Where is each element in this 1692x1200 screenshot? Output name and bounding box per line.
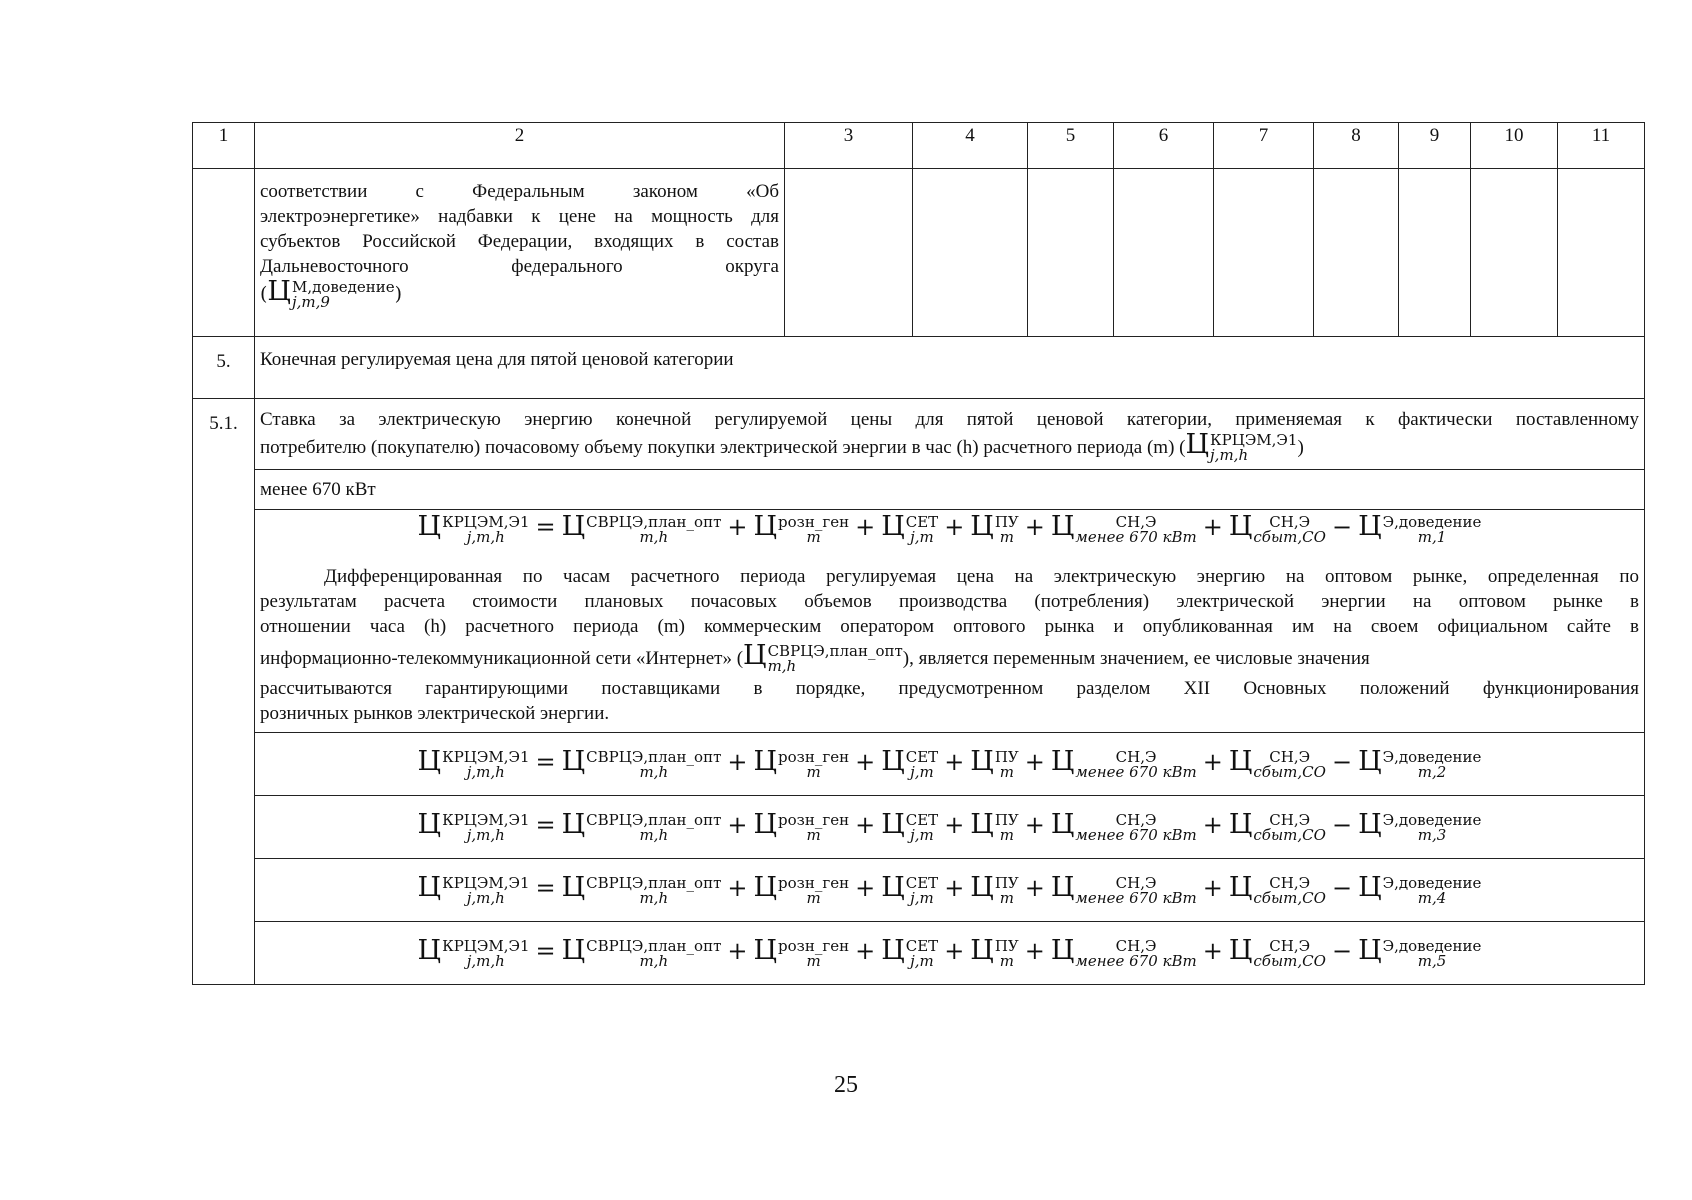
price-symbol: Ц [1050, 934, 1075, 966]
price-symbol: Ц [561, 808, 586, 840]
formula-4: Ц КРЦЭМ,Э1 j,m,h = Ц СВРЦЭ,план_опт m,h + Ц розн_ген m + Ц СЕТ j,m + Ц ПУ m + Ц СН,Э менее 670 кВт + Ц СН,Э сбыт,СО − Ц Э,доведение m,4 [255, 859, 1645, 922]
text-line: потребителю (покупателю) почасовому объему покупки электрической энергии в час (h) расчетного периода (m) (Ц КРЦЭМ,Э1 j,m,h ) [260, 429, 1304, 464]
text-line: розничных рынков электрической энергии. [260, 703, 610, 724]
col-header: 5 [1028, 123, 1114, 169]
price-symbol: Ц [561, 871, 586, 903]
row-5 [193, 337, 1645, 399]
price-symbol: Ц [970, 934, 994, 966]
col-header: 7 [1214, 123, 1314, 169]
formula-row [193, 796, 1645, 859]
price-symbol: Ц [1358, 934, 1382, 966]
price-symbol: Ц [1358, 808, 1382, 840]
price-symbol: Ц [417, 871, 442, 903]
col-header: 4 [913, 123, 1028, 169]
price-symbol: Ц [753, 511, 778, 542]
power-subheading: менее 670 кВт [255, 470, 1645, 510]
row-number: 5.1. [193, 399, 255, 985]
col-header: 8 [1314, 123, 1399, 169]
price-symbol: Ц [970, 871, 994, 903]
page-number: 25 [834, 1072, 858, 1098]
price-symbol: Ц [753, 871, 778, 903]
col-header: 11 [1558, 123, 1645, 169]
row-5-title: Конечная регулируемая цена для пятой ценовой категории [255, 337, 1645, 399]
col-header: 1 [193, 123, 255, 169]
price-symbol: Ц [753, 934, 778, 966]
row-number: 5. [193, 337, 255, 399]
header-row [193, 123, 1645, 169]
text-line: соответствии с Федеральным законом «Об [260, 181, 779, 202]
price-symbol: Ц [1228, 871, 1253, 903]
price-symbol: Ц [881, 745, 905, 777]
price-symbol: Ц [1050, 808, 1075, 840]
text-line: информационно-телекоммуникационной сети «Интернет» (Ц СВРЦЭ,план_опт m,h ), является переменным значением, ее числовые значения [260, 640, 1370, 675]
formula-paragraph-row [193, 510, 1645, 733]
text-line: результатам расчета стоимости плановых почасовых объемов производства (потребления) электрической энергии на оптовом рынке в [260, 591, 1639, 612]
continued-row [193, 169, 1645, 337]
col-header: 10 [1471, 123, 1558, 169]
price-symbol: Ц [417, 745, 442, 777]
price-symbol: Ц [1050, 871, 1075, 903]
price-symbol: Ц [1358, 511, 1382, 542]
price-symbol: Ц [1050, 745, 1075, 777]
price-symbol: Ц [881, 871, 905, 903]
price-symbol: (Ц М,доведение j,m,9 ) [260, 276, 403, 311]
formula-1: Ц КРЦЭМ,Э1 j,m,h = Ц СВРЦЭ,план_опт m,h + Ц розн_ген m + Ц СЕТ j,m + Ц ПУ m + Ц СН,Э менее 670 кВт + Ц СН,Э сбыт,СО − Ц Э,доведение m,1 [417, 511, 1482, 546]
row-number-cell [193, 169, 255, 337]
formula-row [193, 859, 1645, 922]
row-5-1-description [255, 399, 1645, 470]
text-line: субъектов Российской Федерации, входящих в состав [260, 231, 779, 252]
formula-2: Ц КРЦЭМ,Э1 j,m,h = Ц СВРЦЭ,план_опт m,h + Ц розн_ген m + Ц СЕТ j,m + Ц ПУ m + Ц СН,Э менее 670 кВт + Ц СН,Э сбыт,СО − Ц Э,доведение m,2 [255, 733, 1645, 796]
price-symbol: Ц [417, 511, 442, 542]
formula-row [193, 922, 1645, 985]
price-symbol: Ц [970, 511, 994, 542]
price-symbol: Ц [753, 745, 778, 777]
regulation-table [192, 122, 1645, 985]
text-line: отношении часа (h) расчетного периода (m) коммерческим оператором оптового рынка и опубликованная им на своем официальном сайте в [260, 616, 1639, 637]
price-symbol: Ц [1228, 808, 1253, 840]
price-symbol: Ц [881, 808, 905, 840]
text-line: Дальневосточного федерального округа [260, 256, 779, 277]
price-symbol: Ц [970, 745, 994, 777]
formula-5: Ц КРЦЭМ,Э1 j,m,h = Ц СВРЦЭ,план_опт m,h + Ц розн_ген m + Ц СЕТ j,m + Ц ПУ m + Ц СН,Э менее 670 кВт + Ц СН,Э сбыт,СО − Ц Э,доведение m,5 [255, 922, 1645, 985]
price-symbol: Ц [970, 808, 994, 840]
col-header: 2 [255, 123, 785, 169]
text-line: электроэнергетике» надбавки к цене на мощность для [260, 206, 779, 227]
col-header: 6 [1114, 123, 1214, 169]
text-line: Дифференцированная по часам расчетного периода регулируемая цена на электрическую энергию на оптовом рынке, определенная по [324, 566, 1639, 587]
col-header: 9 [1399, 123, 1471, 169]
text-line: Ставка за электрическую энергию конечной регулируемой цены для пятой ценовой категории, применяемая к фактически поставленному [260, 409, 1639, 430]
formula-row [193, 733, 1645, 796]
price-symbol: Ц [1050, 511, 1075, 542]
price-symbol: Ц [881, 934, 905, 966]
price-symbol: Ц [1228, 511, 1253, 542]
subheading-row [193, 470, 1645, 510]
formula-with-explanation [255, 510, 1645, 733]
price-symbol: Ц [1228, 745, 1253, 777]
price-symbol: Ц [1358, 871, 1382, 903]
price-symbol: Ц [1228, 934, 1253, 966]
price-symbol: Ц [561, 745, 586, 777]
text-line: рассчитываются гарантирующими поставщиками в порядке, предусмотренном разделом XII Основных положений функционирования [260, 678, 1639, 699]
price-symbol: Ц [1358, 745, 1382, 777]
description-cell [255, 169, 785, 337]
price-symbol: Ц [753, 808, 778, 840]
col-header: 3 [785, 123, 913, 169]
price-symbol: Ц [417, 934, 442, 966]
price-symbol: Ц [881, 511, 905, 542]
formula-3: Ц КРЦЭМ,Э1 j,m,h = Ц СВРЦЭ,план_опт m,h + Ц розн_ген m + Ц СЕТ j,m + Ц ПУ m + Ц СН,Э менее 670 кВт + Ц СН,Э сбыт,СО − Ц Э,доведение m,3 [255, 796, 1645, 859]
row-5-1 [193, 399, 1645, 470]
price-symbol: Ц [561, 934, 586, 966]
price-symbol: Ц [561, 511, 586, 542]
price-symbol: Ц [417, 808, 442, 840]
